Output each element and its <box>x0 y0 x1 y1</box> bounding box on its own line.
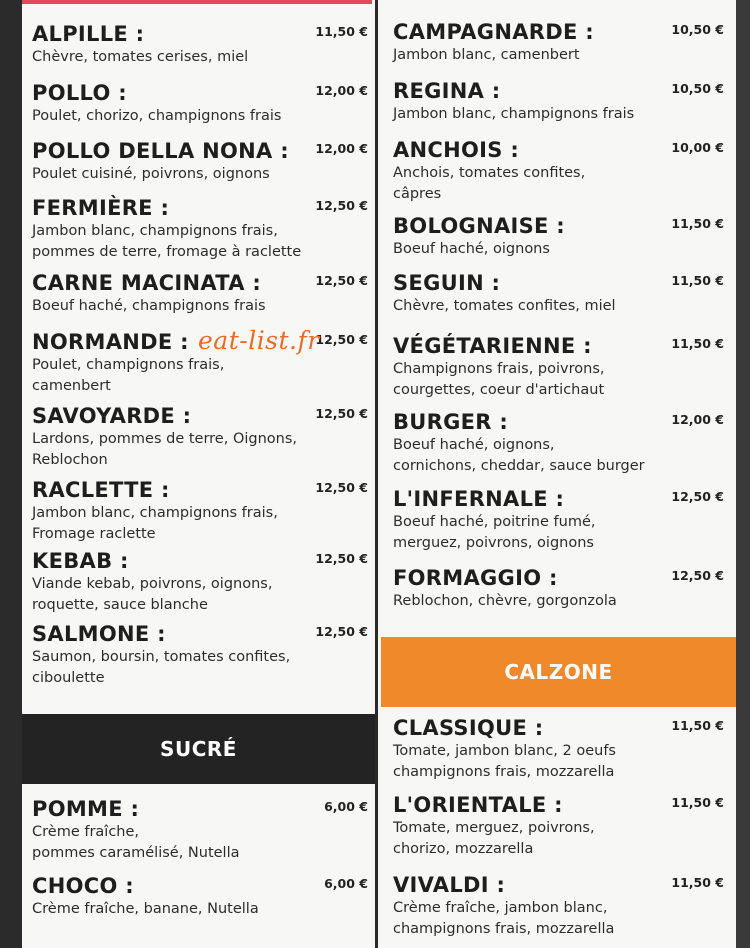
item-description: cornichons, cheddar, sauce burger <box>393 458 645 474</box>
item-name: ANCHOIS : <box>393 138 520 162</box>
item-description: Crème fraîche, jambon blanc, <box>393 900 608 916</box>
item-price: 6,00 € <box>324 799 368 814</box>
item-description: Tomate, jambon blanc, 2 oeufs <box>393 743 616 759</box>
item-description: ciboulette <box>32 670 105 686</box>
column-divider <box>375 0 378 948</box>
item-price: 12,50 € <box>671 568 724 583</box>
item-name: L'INFERNALE : <box>393 487 565 511</box>
item-description: Viande kebab, poivrons, oignons, <box>32 576 273 592</box>
item-price: 12,50 € <box>671 489 724 504</box>
item-description: Chèvre, tomates confites, miel <box>393 298 616 314</box>
section-header-calzone: CALZONE <box>381 637 736 707</box>
item-description: Boeuf haché, champignons frais <box>32 298 266 314</box>
item-price: 10,00 € <box>671 140 724 155</box>
item-name: BURGER : <box>393 410 509 434</box>
menu-item <box>393 79 728 124</box>
menu-item <box>393 793 728 859</box>
item-name: L'ORIENTALE : <box>393 793 563 817</box>
item-description: Poulet cuisiné, poivrons, oignons <box>32 166 270 182</box>
menu-item <box>393 271 728 316</box>
menu-item <box>393 873 728 939</box>
item-description: Boeuf haché, oignons <box>393 241 550 257</box>
item-name: RACLETTE : <box>32 478 170 502</box>
item-name: BOLOGNAISE : <box>393 214 565 238</box>
menu-item <box>393 487 728 553</box>
section-header-sucre: SUCRÉ <box>22 714 375 784</box>
menu-item <box>32 478 372 544</box>
item-description: Jambon blanc, champignons frais, <box>32 505 278 521</box>
item-price: 12,50 € <box>315 273 368 288</box>
menu-item <box>393 20 728 65</box>
item-price: 11,50 € <box>671 216 724 231</box>
menu-item <box>393 716 728 782</box>
item-description: Fromage raclette <box>32 526 156 542</box>
item-description: Reblochon <box>32 452 108 468</box>
item-price: 11,50 € <box>671 795 724 810</box>
item-description: Anchois, tomates confites, <box>393 165 586 181</box>
menu-item <box>32 797 372 863</box>
item-name: REGINA : <box>393 79 501 103</box>
item-description: roquette, sauce blanche <box>32 597 208 613</box>
menu-item <box>32 139 372 184</box>
item-description: Boeuf haché, poitrine fumé, <box>393 514 596 530</box>
item-description: Jambon blanc, camenbert <box>393 47 580 63</box>
item-name: POMME : <box>32 797 140 821</box>
item-description: camenbert <box>32 378 111 394</box>
item-name: FERMIÈRE : <box>32 196 170 220</box>
item-description: Poulet, chorizo, champignons frais <box>32 108 282 124</box>
top-accent-bar <box>22 0 372 4</box>
item-description: Lardons, pommes de terre, Oignons, <box>32 431 298 447</box>
item-price: 12,50 € <box>315 480 368 495</box>
item-price: 12,50 € <box>315 198 368 213</box>
item-description: courgettes, coeur d'artichaut <box>393 382 605 398</box>
item-price: 11,50 € <box>315 24 368 39</box>
menu-item <box>32 622 372 688</box>
item-description: merguez, poivrons, oignons <box>393 535 594 551</box>
item-price: 10,50 € <box>671 81 724 96</box>
item-description: Jambon blanc, champignons frais <box>393 106 635 122</box>
item-name: CLASSIQUE : <box>393 716 544 740</box>
item-name: CARNE MACINATA : <box>32 271 262 295</box>
item-description: Chèvre, tomates cerises, miel <box>32 49 249 65</box>
item-price: 10,50 € <box>671 22 724 37</box>
item-name: VIVALDI : <box>393 873 506 897</box>
item-name: POLLO DELLA NONA : <box>32 139 289 163</box>
item-name: SEGUIN : <box>393 271 501 295</box>
menu-item <box>393 410 728 476</box>
menu-item <box>32 404 372 470</box>
menu-item <box>393 138 728 204</box>
item-price: 11,50 € <box>671 336 724 351</box>
item-name: POLLO : <box>32 81 127 105</box>
item-price: 11,50 € <box>671 875 724 890</box>
item-name: FORMAGGIO : <box>393 566 558 590</box>
item-description: Crème fraîche, <box>32 824 140 840</box>
menu-item <box>32 81 372 126</box>
menu-item <box>32 549 372 615</box>
item-description: chorizo, mozzarella <box>393 841 534 857</box>
item-description: Crème fraîche, banane, Nutella <box>32 901 259 917</box>
item-price: 12,50 € <box>315 624 368 639</box>
item-name: CAMPAGNARDE : <box>393 20 594 44</box>
item-name: CHOCO : <box>32 874 134 898</box>
item-description: Jambon blanc, champignons frais, <box>32 223 278 239</box>
watermark: eat-list.fr <box>198 326 320 355</box>
item-price: 11,50 € <box>671 718 724 733</box>
background-edge <box>736 0 750 948</box>
item-description: Tomate, merguez, poivrons, <box>393 820 595 836</box>
item-description: câpres <box>393 186 442 202</box>
item-description: champignons frais, mozzarella <box>393 764 615 780</box>
item-name: KEBAB : <box>32 549 129 573</box>
item-price: 12,00 € <box>671 412 724 427</box>
item-price: 6,00 € <box>324 876 368 891</box>
menu-item <box>393 214 728 259</box>
menu-item <box>32 22 372 67</box>
menu-item <box>32 196 372 262</box>
item-description: champignons frais, mozzarella <box>393 921 615 937</box>
item-description: Champignons frais, poivrons, <box>393 361 605 377</box>
menu-item <box>32 271 372 316</box>
item-price: 12,00 € <box>315 141 368 156</box>
item-description: Poulet, champignons frais, <box>32 357 225 373</box>
item-price: 12,00 € <box>315 83 368 98</box>
item-price: 12,50 € <box>315 406 368 421</box>
item-description: Boeuf haché, oignons, <box>393 437 555 453</box>
item-name: VÉGÉTARIENNE : <box>393 334 592 358</box>
item-description: Saumon, boursin, tomates confites, <box>32 649 291 665</box>
menu-item <box>32 874 372 919</box>
item-name: SAVOYARDE : <box>32 404 192 428</box>
menu-item <box>393 334 728 400</box>
item-description: pommes de terre, fromage à raclette <box>32 244 302 260</box>
item-description: pommes caramélisé, Nutella <box>32 845 240 861</box>
item-price: 12,50 € <box>315 332 368 347</box>
item-name: ALPILLE : <box>32 22 145 46</box>
menu-item <box>393 566 728 611</box>
item-name: NORMANDE : <box>32 330 189 354</box>
item-price: 11,50 € <box>671 273 724 288</box>
item-price: 12,50 € <box>315 551 368 566</box>
item-description: Reblochon, chèvre, gorgonzola <box>393 593 617 609</box>
item-name: SALMONE : <box>32 622 166 646</box>
